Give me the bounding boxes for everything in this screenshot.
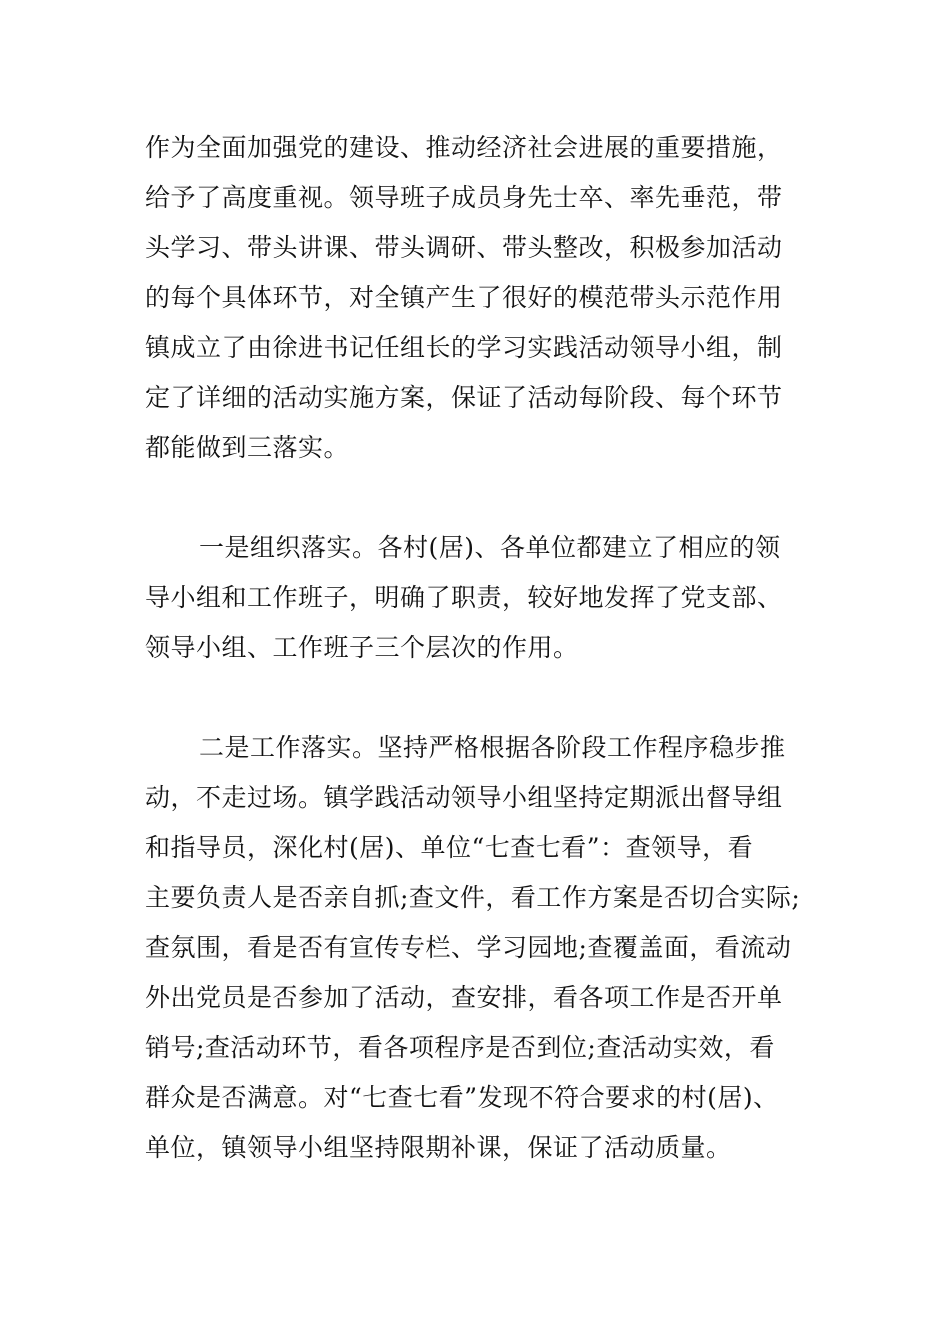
paragraph-1-line-2: 给予了高度重视。领导班子成员身先士卒、率先垂范，带 [145, 183, 783, 212]
paragraph-3-line-5: 查氛围，看是否有宣传专栏、学习园地;查覆盖面，看流动 [145, 933, 792, 962]
paragraph-3-line-3: 和指导员，深化村(居)、单位“七查七看”：查领导，看 [145, 833, 754, 862]
paragraph-1-line-4: 的每个具体环节，对全镇产生了很好的模范带头示范作用 [145, 283, 783, 312]
paragraph-1-line-5: 镇成立了由徐进书记任组长的学习实践活动领导小组，制 [145, 333, 783, 362]
paragraph-3-line-4: 主要负责人是否亲自抓;查文件，看工作方案是否切合实际; [145, 883, 801, 912]
paragraph-3-line-6: 外出党员是否参加了活动，查安排，看各项工作是否开单 [145, 983, 783, 1012]
paragraph-3-line-9: 单位，镇领导小组坚持限期补课，保证了活动质量。 [145, 1133, 732, 1162]
paragraph-3-line-2: 动，不走过场。镇学践活动领导小组坚持定期派出督导组 [145, 783, 783, 812]
paragraph-2-line-3: 领导小组、工作班子三个层次的作用。 [145, 633, 579, 662]
paragraph-1-line-1: 作为全面加强党的建设、推动经济社会进展的重要措施， [145, 133, 783, 162]
paragraph-3-line-7: 销号;查活动环节，看各项程序是否到位;查活动实效，看 [145, 1033, 775, 1062]
paragraph-1-line-6: 定了详细的活动实施方案，保证了活动每阶段、每个环节 [145, 383, 783, 412]
paragraph-2-line-1: 一是组织落实。各村(居)、各单位都建立了相应的领 [199, 533, 781, 562]
paragraph-3-line-8: 群众是否满意。对“七查七看”发现不符合要求的村(居)、 [145, 1083, 779, 1112]
paragraph-2-line-2: 导小组和工作班子，明确了职责，较好地发挥了党支部、 [145, 583, 783, 612]
paragraph-1-line-7: 都能做到三落实。 [145, 433, 350, 462]
paragraph-3-line-1: 二是工作落实。坚持严格根据各阶段工作程序稳步推 [199, 733, 786, 762]
paragraph-1-line-3: 头学习、带头讲课、带头调研、带头整改，积极参加活动 [145, 233, 783, 262]
